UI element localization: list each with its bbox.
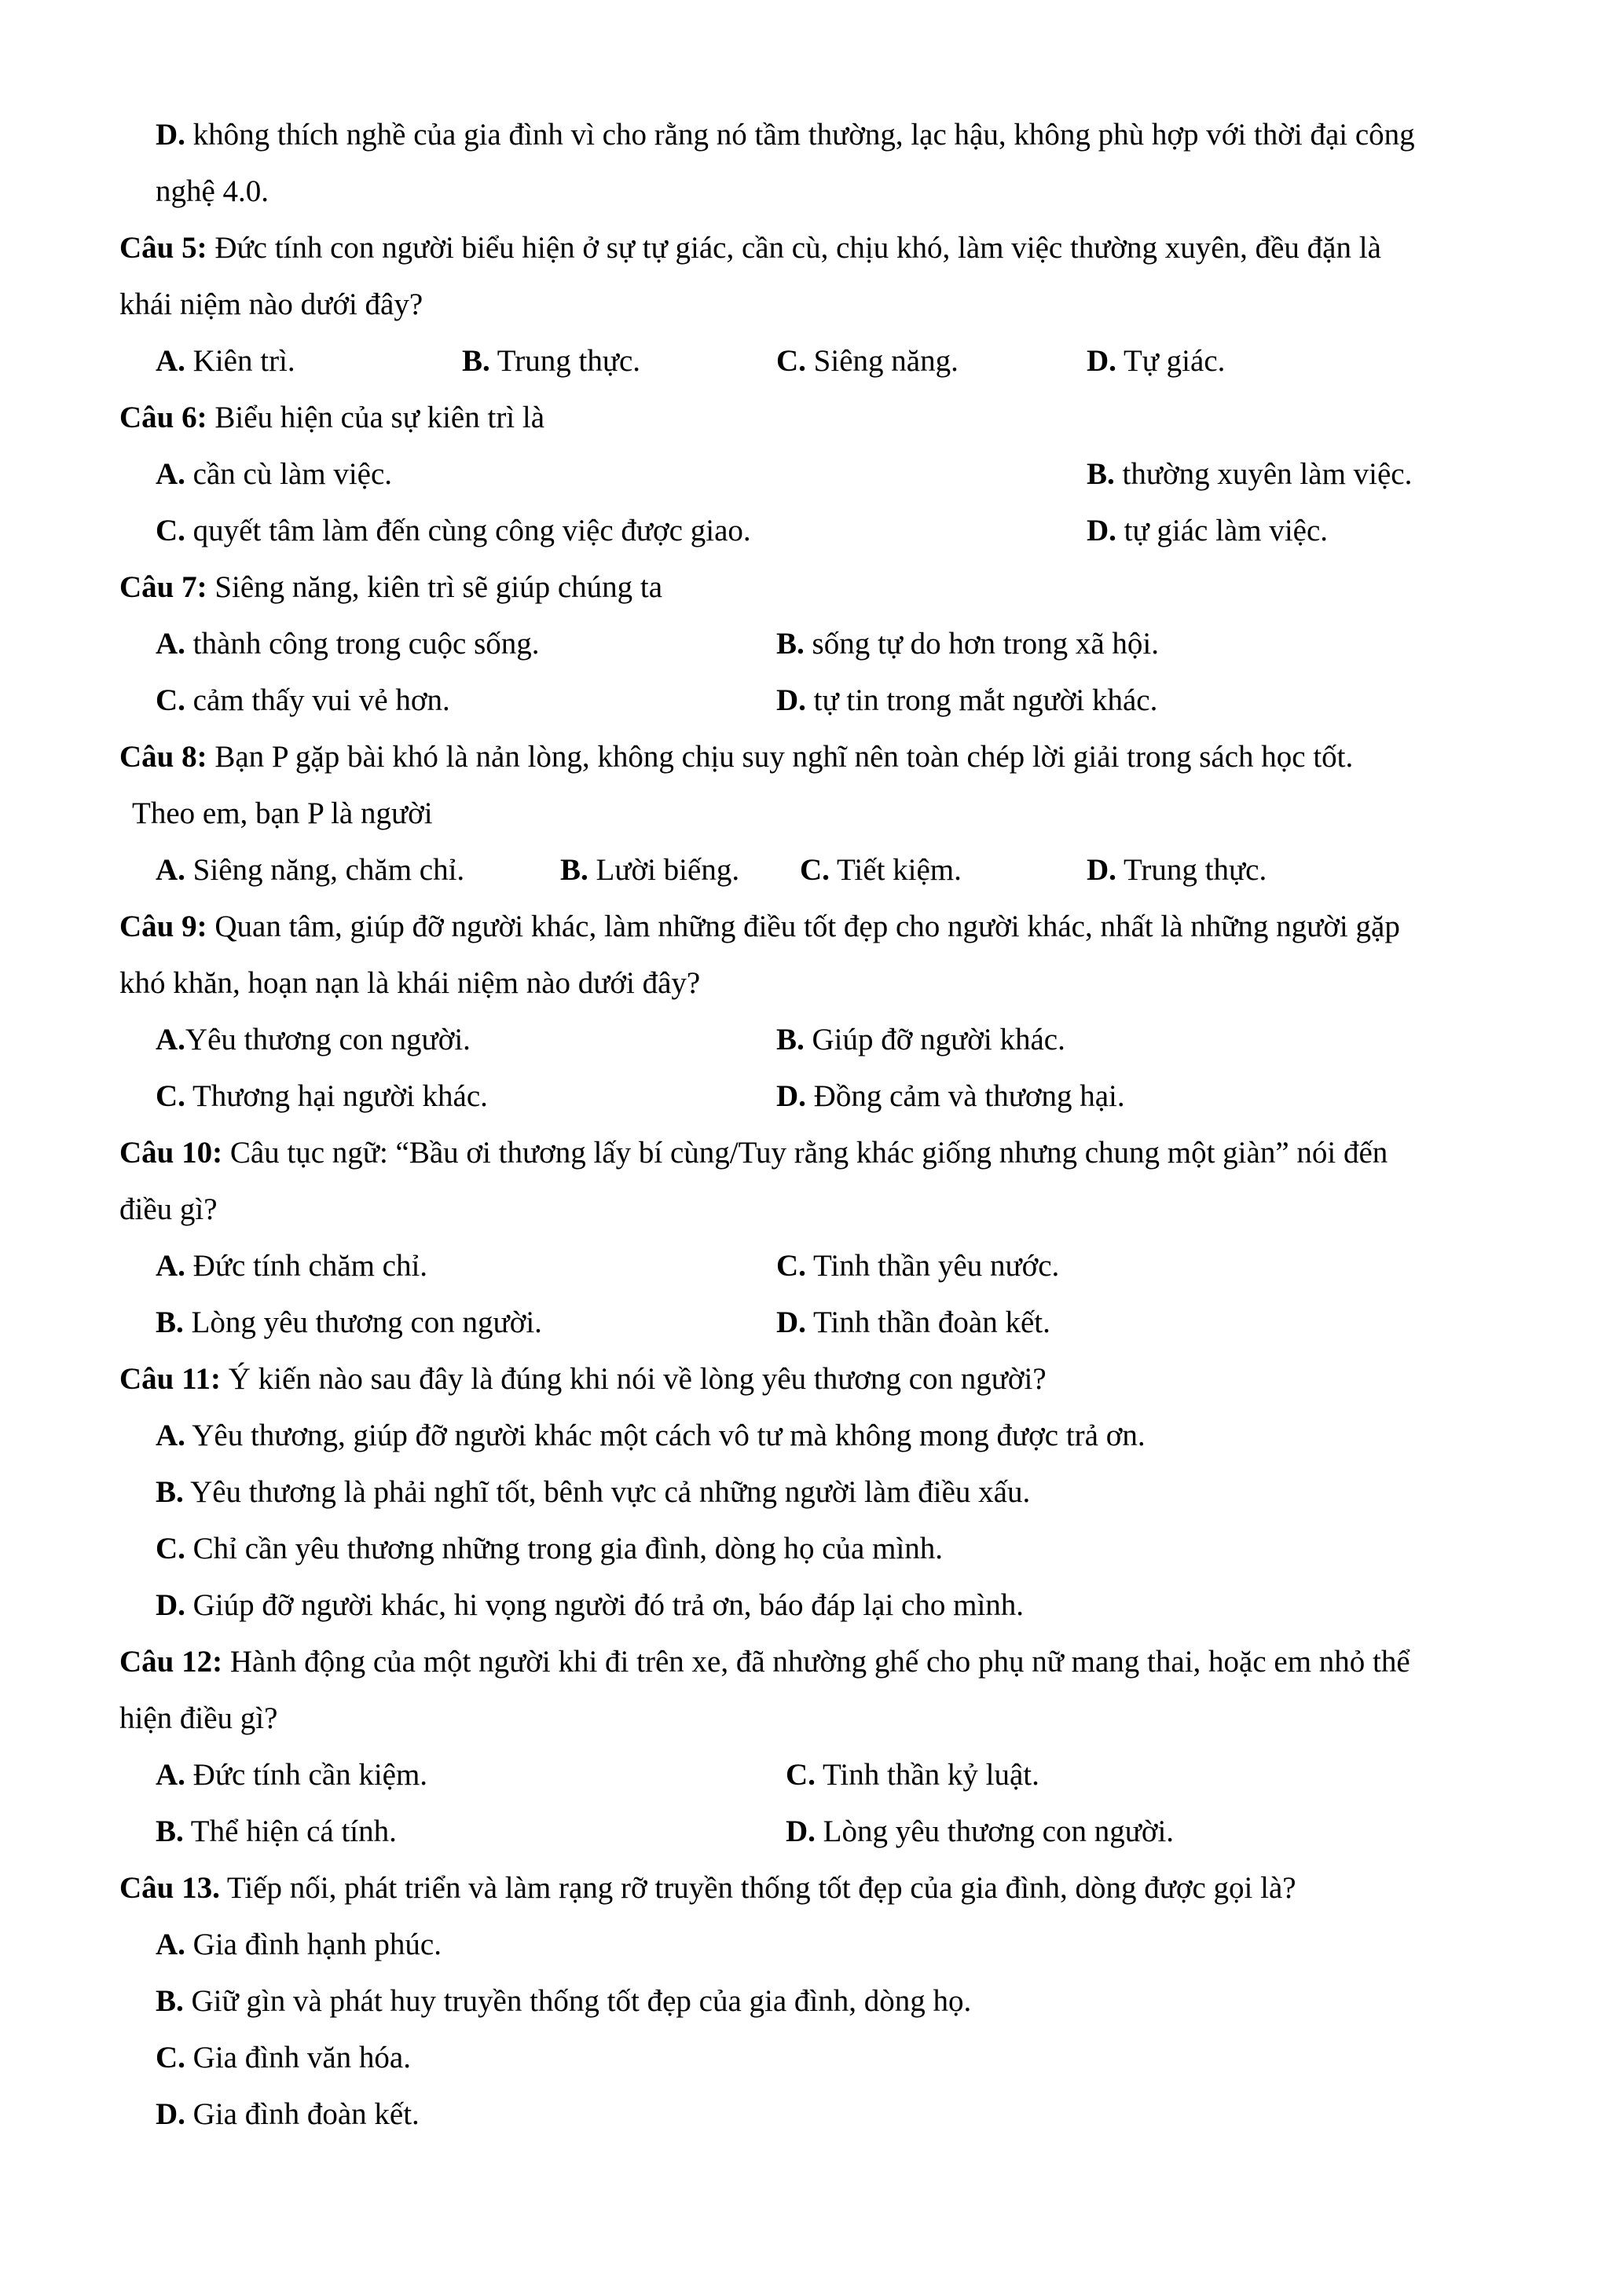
q10-option-d: D. Tinh thần đoàn kết. (776, 1305, 1050, 1339)
q6-option-a: A. cần cù làm việc. (156, 457, 393, 491)
question-13: Câu 13. Tiếp nối, phát triển và làm rạng rỡ truyền thống tốt đẹp của gia đình, dòng được gọi là? (119, 1871, 1296, 1905)
q13-option-b: B. Giữ gìn và phát huy truyền thống tốt đẹp của gia đình, dòng họ. (156, 1984, 972, 2018)
q12-option-a: A. Đức tính cần kiệm. (156, 1758, 428, 1792)
q5-option-c: C. Siêng năng. (776, 344, 959, 378)
q9-option-d: D. Đồng cảm và thương hại. (776, 1079, 1125, 1113)
question-9-cont: khó khăn, hoạn nạn là khái niệm nào dưới đây? (119, 966, 701, 1000)
q7-option-c: C. cảm thấy vui vẻ hơn. (156, 683, 450, 717)
question-12-cont: hiện điều gì? (119, 1701, 278, 1735)
question-10-cont: điều gì? (119, 1192, 218, 1226)
question-5-cont: khái niệm nào dưới đây? (119, 287, 423, 321)
q5-option-b: B. Trung thực. (462, 344, 641, 378)
q4-option-d-cont: nghệ 4.0. (156, 174, 269, 208)
q6-option-b: B. thường xuyên làm việc. (1087, 457, 1413, 491)
q6-option-c: C. quyết tâm làm đến cùng công việc được giao. (156, 514, 751, 547)
question-12: Câu 12: Hành động của một người khi đi trên xe, đã nhường ghế cho phụ nữ mang thai, hoặc em nhỏ thể (119, 1645, 1410, 1679)
question-8: Câu 8: Bạn P gặp bài khó là nản lòng, không chịu suy nghĩ nên toàn chép lời giải trong sách học tốt. (119, 740, 1354, 774)
q8-option-c: C. Tiết kiệm. (800, 853, 962, 887)
q13-option-c: C. Gia đình văn hóa. (156, 2041, 411, 2074)
q8-option-a: A. Siêng năng, chăm chỉ. (156, 853, 465, 887)
question-11: Câu 11: Ý kiến nào sau đây là đúng khi nói về lòng yêu thương con người? (119, 1362, 1047, 1396)
q10-option-b: B. Lòng yêu thương con người. (156, 1305, 542, 1339)
q11-option-d: D. Giúp đỡ người khác, hi vọng người đó trả ơn, báo đáp lại cho mình. (156, 1588, 1025, 1622)
q8-option-d: D. Trung thực. (1087, 853, 1267, 887)
q4-option-d: D. không thích nghề của gia đình vì cho rằng nó tầm thường, lạc hậu, không phù hợp với thời đại công (156, 118, 1415, 152)
q9-option-b: B. Giúp đỡ người khác. (776, 1023, 1065, 1056)
q7-option-b: B. sống tự do hơn trong xã hội. (776, 627, 1160, 661)
question-6: Câu 6: Biểu hiện của sự kiên trì là (119, 401, 545, 434)
q10-option-a: A. Đức tính chăm chỉ. (156, 1249, 428, 1283)
q10-option-c: C. Tinh thần yêu nước. (776, 1249, 1060, 1283)
q6-option-d: D. tự giác làm việc. (1087, 514, 1329, 547)
q7-option-a: A. thành công trong cuộc sống. (156, 627, 540, 661)
question-9: Câu 9: Quan tâm, giúp đỡ người khác, làm những điều tốt đẹp cho người khác, nhất là những người gặp (119, 910, 1400, 943)
q7-option-d: D. tự tin trong mắt người khác. (776, 683, 1158, 717)
question-5: Câu 5: Đức tính con người biểu hiện ở sự tự giác, cần cù, chịu khó, làm việc thường xuyên, đều đặn là (119, 231, 1381, 265)
q8-option-b: B. Lười biếng. (560, 853, 740, 887)
q11-option-a: A. Yêu thương, giúp đỡ người khác một cách vô tư mà không mong được trả ơn. (156, 1419, 1146, 1452)
q12-option-d: D. Lòng yêu thương con người. (786, 1814, 1175, 1848)
q12-option-c: C. Tinh thần kỷ luật. (786, 1758, 1039, 1792)
q11-option-c: C. Chỉ cần yêu thương những trong gia đình, dòng họ của mình. (156, 1532, 944, 1565)
question-8-cont: Theo em, bạn P là người (132, 796, 433, 830)
q9-option-c: C. Thương hại người khác. (156, 1079, 488, 1113)
q13-option-d: D. Gia đình đoàn kết. (156, 2097, 420, 2131)
q9-option-a: A.Yêu thương con người. (156, 1023, 471, 1056)
question-10: Câu 10: Câu tục ngữ: “Bầu ơi thương lấy bí cùng/Tuy rằng khác giống nhưng chung một giàn” nói đến (119, 1136, 1388, 1170)
q13-option-a: A. Gia đình hạnh phúc. (156, 1928, 442, 1961)
question-7: Câu 7: Siêng năng, kiên trì sẽ giúp chúng ta (119, 570, 663, 604)
q11-option-b: B. Yêu thương là phải nghĩ tốt, bênh vực cả những người làm điều xấu. (156, 1475, 1031, 1509)
q12-option-b: B. Thể hiện cá tính. (156, 1814, 397, 1848)
q5-option-d: D. Tự giác. (1087, 344, 1226, 378)
q5-option-a: A. Kiên trì. (156, 344, 295, 378)
